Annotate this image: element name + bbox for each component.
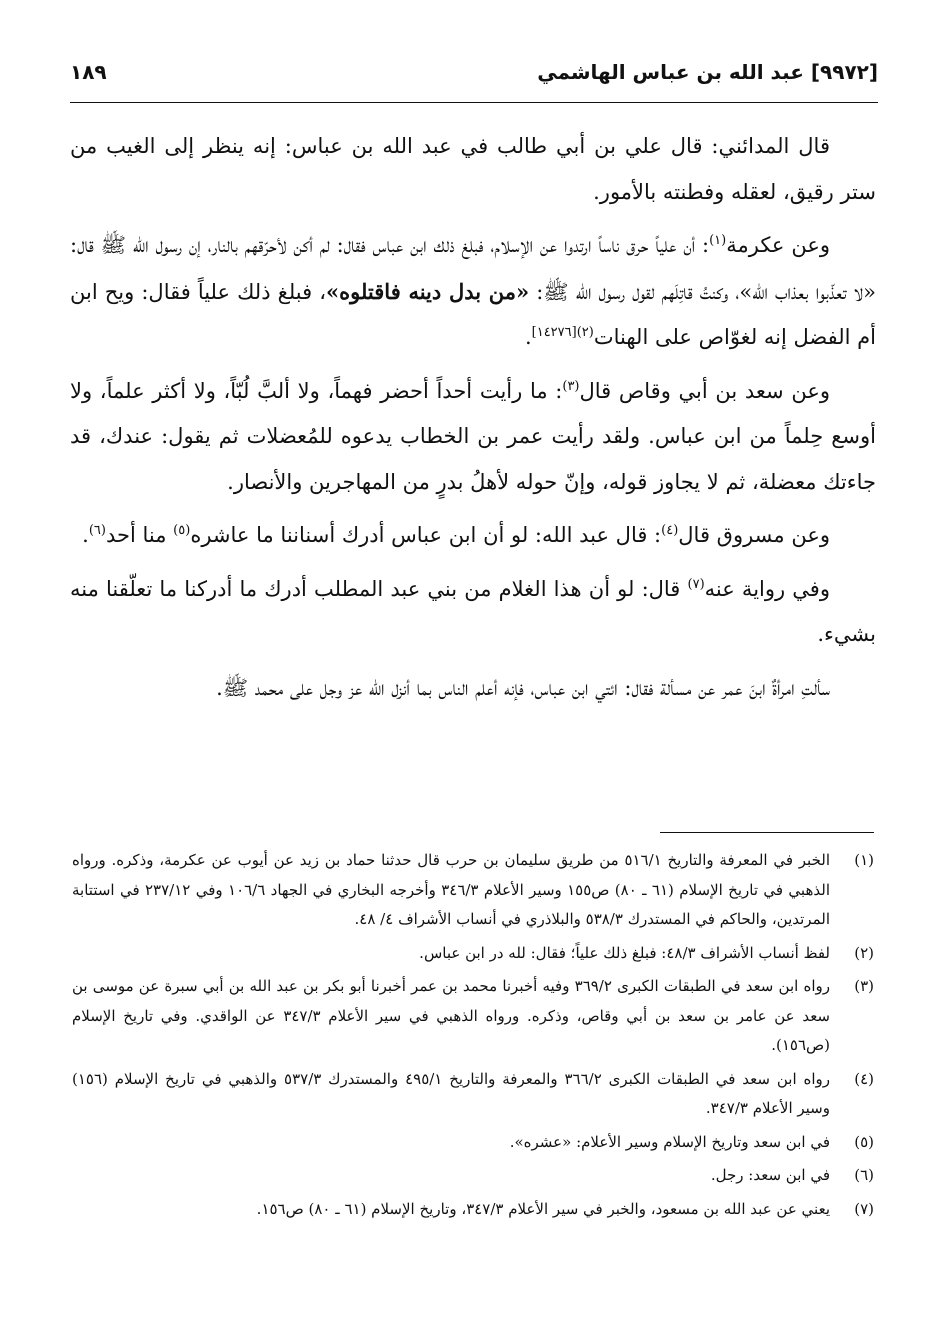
footnote-reference: (٣) <box>562 378 580 394</box>
text-run: وفي رواية عنه <box>704 576 830 601</box>
footnote-item <box>72 846 874 935</box>
body-paragraph <box>70 124 876 215</box>
footnote-text: في ابن سعد: رجل. <box>710 1166 830 1184</box>
text-run: وعن عكرمة <box>726 233 830 257</box>
footnote-number: (٥) <box>854 1132 874 1151</box>
footnote-text: لفظ أنساب الأشراف ٤٨/٣: فبلغ ذلك علياً؛ فقال: لله در ابن عباس. <box>419 943 830 962</box>
text-run: وعن مسروق قال <box>678 523 830 547</box>
footnote-number: (٤) <box>854 1069 874 1088</box>
footnote-reference: (٢)[١٤٢٧٦] <box>531 325 594 340</box>
text-run: : قال عبد الله: لو أن ابن عباس أدرك أسناننا ما عاشره <box>190 523 662 547</box>
footnote-item <box>72 1128 874 1158</box>
footnote-reference: (١) <box>709 233 727 248</box>
text-run: : أن علياً حرق ناساً ارتدوا عن الإسلام، فبلغ ذلك ابن عباس فقال: لم أكن لأحرّقهم بالنار، إن رسول الله ﷺ قال: «لا تعذّبوا بعذاب الله»، وكنتُ قاتِلَهم لقول رسول الله ﷺ: <box>70 233 876 304</box>
footnote-number: (٦) <box>854 1166 874 1184</box>
footnote-number: (٢) <box>854 943 874 962</box>
body-paragraph <box>70 223 876 361</box>
page-number: ١٨٩ <box>70 60 107 84</box>
footnote-item <box>72 1065 874 1124</box>
footnote-text: في ابن سعد وتاريخ الإسلام وسير الأعلام: «عشره». <box>509 1132 830 1151</box>
footnote-number: (٧) <box>854 1199 874 1218</box>
footnote-text: رواه ابن سعد في الطبقات الكبرى ٣٦٦/٢ والمعرفة والتاريخ ٤٩٥/١ والمستدرك ٥٣٧/٣ والذهبي في تاريخ الإسلام (١٥٦) وسير الأعلام ٣٤٧/٣. <box>72 1069 830 1117</box>
body-paragraph <box>70 513 876 559</box>
footnote-reference: (٧) <box>687 576 705 592</box>
footnote-text: الخبر في المعرفة والتاريخ ٥١٦/١ من طريق سليمان بن حرب قال حدثنا حماد بن زيد عن أيوب عن عكرمة، وذكره. ورواه الذهبي في تاريخ الإسلام (٦١ ـ ٨٠) ص١٥٥ وسير الأعلام ٣٤٦/٣ وأخرجه البخاري في الجهاد ١٠٦/٦ وفي ٢٣٧/١٢ في استتابة المرتدين، والحاكم في المستدرك ٥٣٨/٣ والبلاذري في أنساب الأشراف ٤/ ٤٨. <box>72 851 830 928</box>
footnote-reference: (٤) <box>661 523 679 538</box>
running-title: [٩٩٧٢] عبد الله بن عباس الهاشمي <box>537 60 878 84</box>
footnote-reference: (٦) <box>88 523 106 538</box>
footnote-number: (١) <box>854 851 874 869</box>
body-paragraph <box>70 369 876 506</box>
text-run: : ما رأيت أحداً أحضر فهماً، ولا ألبَّ لُبّاً، ولا أكثر علماً، ولا أوسع حِلماً من ابن عباس. ولقد رأيت عمر بن الخطاب يدعوه للمُعضلات ثم يقول: عندك، قد جاءتك معضلة، ثم لا يجاوز قوله، وإنّ حوله لأهلُ بدرٍ من المهاجرين والأنصار. <box>70 378 876 494</box>
text-run: سألتِ امرأةٌ ابنَ عمر عن مسألة فقال: ائتي ابن عباس، فإنه أعلم الناس بما أنزل الله عز وجل على محمد ﷺ. <box>216 675 830 700</box>
footnote-text: رواه ابن سعد في الطبقات الكبرى ٣٦٩/٢ وفيه أخبرنا محمد بن عمر أخبرنا أبو بكر بن عبد الله بن أبي سبرة عن موسى بن سعد عن عامر بن سعد بن أبي وقاص، وذكره. ورواه الذهبي في سير الأعلام ٣٤٧/٣ عن الواقدي. وفي تاريخ الإسلام (ص١٥٦). <box>72 977 830 1054</box>
hadith-quote: «من بدل دينه فاقتلوه» <box>326 278 530 304</box>
footnote-item <box>72 1195 874 1225</box>
footnote-reference: (٥) <box>173 523 191 538</box>
footnote-number: (٣) <box>854 977 874 995</box>
text-run: . <box>82 523 89 547</box>
text-run: منا أحد <box>105 523 174 547</box>
footnote-separator <box>660 832 874 833</box>
footnote-item <box>72 972 874 1061</box>
footnote-text: يعني عن عبد الله بن مسعود، والخبر في سير الأعلام ٣٤٧/٣، وتاريخ الإسلام (٦١ ـ ٨٠) ص١٥٦. <box>256 1199 830 1218</box>
text-run: وعن سعد بن أبي وقاص قال <box>579 378 830 403</box>
body-paragraph <box>70 567 876 658</box>
page-header <box>70 58 878 103</box>
footnote-item <box>72 1161 874 1191</box>
text-run: ، فبلغ ذلك علياً فقال: ويح ابن أم الفضل إنه لغوّاص على الهنات <box>70 279 876 349</box>
text-run: قال: لو أن هذا الغلام من بني عبد المطلب أدرك ما أدركنا ما تعلّقنا منه بشيء. <box>70 576 876 646</box>
main-text <box>70 124 876 711</box>
body-paragraph <box>70 666 876 712</box>
text-run: قال المدائني: قال علي بن أبي طالب في عبد الله بن عباس: إنه ينظر إلى الغيب من ستر رقيق، لعقله وفطنته بالأمور. <box>70 134 876 204</box>
footnote-item <box>72 939 874 969</box>
text-run: . <box>524 325 532 349</box>
footnotes <box>72 846 874 1228</box>
